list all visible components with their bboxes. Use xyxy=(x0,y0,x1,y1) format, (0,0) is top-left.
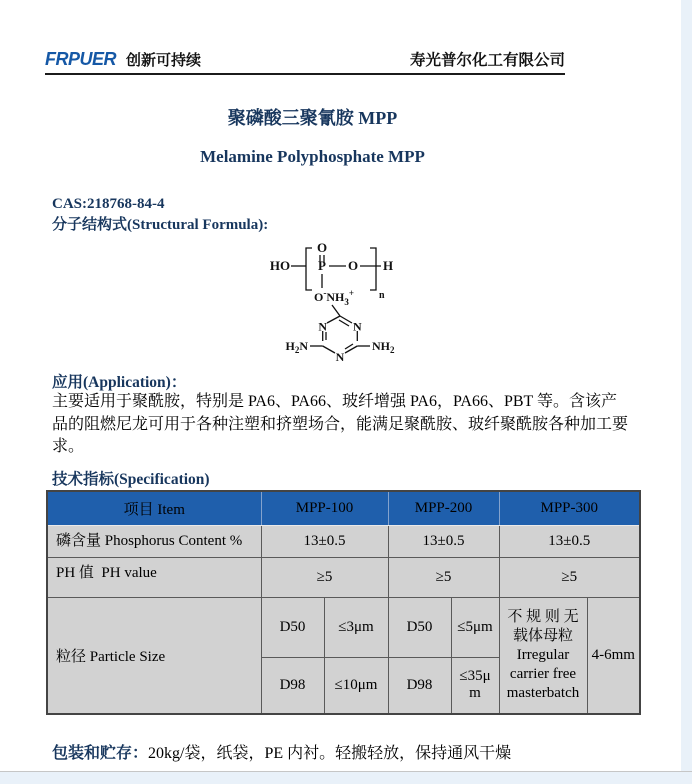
row-label-ph: PH 值 PH value xyxy=(47,557,261,597)
table-header-row xyxy=(47,491,640,525)
particle-mpp100-d98-key: D98 xyxy=(261,657,324,714)
structure-o-right-label: O xyxy=(347,258,359,273)
salt-o: O xyxy=(314,290,324,304)
structure-svg xyxy=(250,240,435,370)
structure-salt-label xyxy=(314,288,354,307)
structure-h-label: H xyxy=(382,258,394,273)
particle-mpp200-d98-val: ≤35μm xyxy=(451,657,499,714)
page-edge-right xyxy=(681,0,692,783)
amine-left-n: N xyxy=(299,339,308,353)
amine-left-sub: 2 xyxy=(294,345,300,355)
product-title-en: Melamine Polyphosphate MPP xyxy=(200,147,425,166)
particle-mpp100-d50-key: D50 xyxy=(261,597,324,657)
chemical-structure-diagram xyxy=(250,240,435,370)
product-title-cn: 聚磷酸三聚氰胺 MPP xyxy=(227,108,398,128)
particle-mpp200-d50-val: ≤5μm xyxy=(451,597,499,657)
application-body: 主要适用于聚酰胺，特别是 PA6、PA66、玻纤增强 PA6，PA66、PBT 等。含该产品的阻燃尼龙可用于各种注塑和挤塑场合，能满足聚酰胺、玻纤聚酰胺各种加工要求。 xyxy=(52,393,629,455)
page-edge-bottom xyxy=(0,771,692,784)
amine-right-sub: 2 xyxy=(390,345,395,355)
salt-nh-sup: + xyxy=(348,288,354,298)
ph-mpp100: ≥5 xyxy=(261,557,388,597)
particle-mpp200-d50-key: D50 xyxy=(388,597,451,657)
specification-heading: 技术指标(Specification) xyxy=(52,471,210,488)
table-row-ph xyxy=(47,557,640,597)
cas-formula-block xyxy=(52,194,268,236)
ring-n-left: N xyxy=(318,319,328,334)
salt-nh-sub: 3 xyxy=(344,297,349,307)
structure-ho-label: HO xyxy=(269,258,291,273)
structure-o-top-label: O xyxy=(316,240,328,255)
cas-number: CAS:218768-84-4 xyxy=(52,196,165,212)
application-heading: 应用(Application)： xyxy=(52,374,187,391)
particle-mpp100-d98-val: ≤10μm xyxy=(324,657,388,714)
page-header xyxy=(45,48,565,75)
particle-mpp300-size: 4-6mm xyxy=(587,597,640,714)
particle-mpp100-d50-val: ≤3μm xyxy=(324,597,388,657)
packing-heading: 包装和贮存： xyxy=(52,745,149,762)
packing-body: 20kg/袋，纸袋，PE 内衬。轻搬轻放，保持通风干燥 xyxy=(148,745,512,762)
header-item: 项目 Item xyxy=(47,491,261,525)
particle-mpp300-desc-cn: 不 规 则 无 载体母粒 xyxy=(507,608,579,644)
amine-left-h: H xyxy=(285,339,295,353)
salt-nh: NH xyxy=(326,290,345,304)
ring-n-bottom: N xyxy=(335,350,345,364)
amine-right-nh: NH xyxy=(372,339,390,353)
header-mpp100: MPP-100 xyxy=(261,491,388,525)
row-label-phosphorus: 磷含量 Phosphorus Content % xyxy=(47,525,261,557)
frpuer-logo: FRPUER xyxy=(45,49,117,69)
header-mpp200: MPP-200 xyxy=(388,491,499,525)
structural-formula-label: 分子结构式(Structural Formula): xyxy=(52,217,269,233)
company-name: 寿光普尔化工有限公司 xyxy=(409,52,565,69)
packing-storage-line xyxy=(52,740,511,763)
salt-o-sup: - xyxy=(323,288,327,298)
amine-left-label xyxy=(285,339,308,355)
structure-repeat-subscript: n xyxy=(379,290,385,301)
amine-right-label xyxy=(372,339,395,355)
ph-mpp300: ≥5 xyxy=(499,557,640,597)
row-label-particle: 粒径 Particle Size xyxy=(47,597,261,714)
phosphorus-mpp100: 13±0.5 xyxy=(261,525,388,557)
structure-p-label: P xyxy=(318,258,326,273)
table-row-phosphorus xyxy=(47,525,640,557)
ring-n-right: N xyxy=(352,319,362,334)
particle-mpp200-d98-key: D98 xyxy=(388,657,451,714)
phosphorus-mpp200: 13±0.5 xyxy=(388,525,499,557)
table-row-particle-1 xyxy=(47,597,640,657)
specification-table xyxy=(46,490,641,715)
phosphorus-mpp300: 13±0.5 xyxy=(499,525,640,557)
particle-mpp300-desc-en: Irregular carrier free masterbatch xyxy=(506,646,580,701)
ph-mpp200: ≥5 xyxy=(388,557,499,597)
header-mpp300: MPP-300 xyxy=(499,491,640,525)
header-slogan: 创新可持续 xyxy=(126,53,202,69)
particle-mpp300-desc xyxy=(499,597,587,714)
